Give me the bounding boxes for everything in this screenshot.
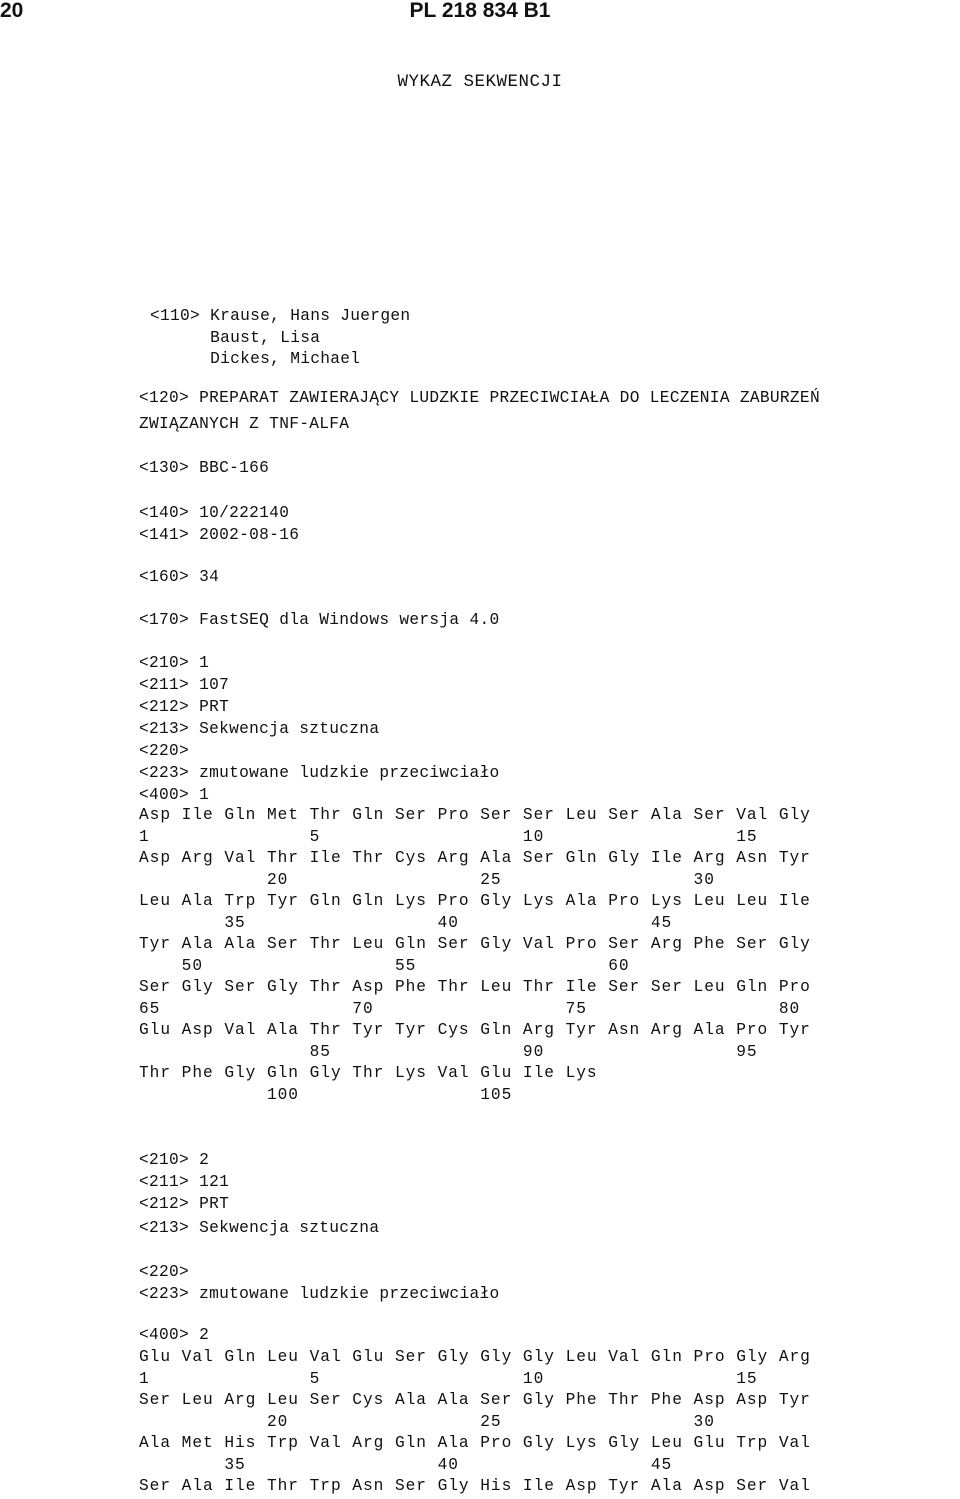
listing-line: ZWIĄZANYCH Z TNF-ALFA [139, 415, 350, 433]
listing-line: Glu Val Gln Leu Val Glu Ser Gly Gly Gly Leu Val Gln Pro Gly Arg [139, 1348, 811, 1366]
listing-line: <220> [139, 1263, 190, 1281]
listing-line: 85 90 95 [139, 1043, 758, 1061]
listing-line: Baust, Lisa [150, 329, 321, 347]
listing-line: <211> 121 [139, 1173, 230, 1191]
listing-line: <213> Sekwencja sztuczna [139, 1219, 380, 1237]
listing-line: Asp Arg Val Thr Ile Thr Cys Arg Ala Ser Gln Gly Ile Arg Asn Tyr [139, 849, 811, 867]
listing-line: Ser Gly Ser Gly Thr Asp Phe Thr Leu Thr Ile Ser Ser Leu Gln Pro [139, 978, 811, 996]
listing-line: Leu Ala Trp Tyr Gln Gln Lys Pro Gly Lys Ala Pro Lys Leu Leu Ile [139, 892, 811, 910]
listing-line: <170> FastSEQ dla Windows wersja 4.0 [139, 611, 500, 629]
listing-line: Dickes, Michael [150, 350, 361, 368]
listing-line: Tyr Ala Ala Ser Thr Leu Gln Ser Gly Val Pro Ser Arg Phe Ser Gly [139, 935, 811, 953]
listing-line: <213> Sekwencja sztuczna [139, 720, 380, 738]
listing-line: <210> 1 [139, 654, 210, 672]
listing-line: <212> PRT [139, 698, 230, 716]
listing-line: 1 5 10 15 [139, 828, 758, 846]
page-number: 20 [0, 0, 24, 22]
listing-line: <210> 2 [139, 1151, 210, 1169]
listing-line: 35 40 45 [139, 914, 673, 932]
listing-line: 35 40 45 [139, 1456, 673, 1474]
document-title: WYKAZ SEKWENCJI [397, 72, 563, 92]
listing-line: <400> 1 [139, 786, 210, 804]
listing-line: Ser Leu Arg Leu Ser Cys Ala Ala Ser Gly Phe Thr Phe Asp Asp Tyr [139, 1391, 811, 1409]
listing-line: 20 25 30 [139, 1413, 715, 1431]
listing-line: Thr Phe Gly Gln Gly Thr Lys Val Glu Ile Lys [139, 1064, 598, 1082]
listing-line: <400> 2 [139, 1326, 210, 1344]
listing-line: <140> 10/222140 [139, 504, 290, 522]
listing-line: 100 105 [139, 1086, 513, 1104]
listing-line: <110> Krause, Hans Juergen [150, 307, 411, 325]
publication-number: PL 218 834 B1 [409, 0, 551, 22]
listing-line: Asp Ile Gln Met Thr Gln Ser Pro Ser Ser Leu Ser Ala Ser Val Gly [139, 806, 811, 824]
listing-line: <211> 107 [139, 676, 230, 694]
listing-line: 20 25 30 [139, 871, 715, 889]
listing-line: <160> 34 [139, 568, 220, 586]
listing-line: <120> PREPARAT ZAWIERAJĄCY LUDZKIE PRZECIWCIAŁA DO LECZENIA ZABURZEŃ [139, 389, 820, 407]
listing-line: <141> 2002-08-16 [139, 526, 300, 544]
listing-line: Ser Ala Ile Thr Trp Asn Ser Gly His Ile Asp Tyr Ala Asp Ser Val [139, 1477, 811, 1495]
listing-line: 1 5 10 15 [139, 1370, 758, 1388]
listing-line: <212> PRT [139, 1195, 230, 1213]
listing-line: <220> [139, 742, 190, 760]
listing-line: <223> zmutowane ludzkie przeciwciało [139, 1285, 500, 1303]
listing-line: Glu Asp Val Ala Thr Tyr Tyr Cys Gln Arg Tyr Asn Arg Ala Pro Tyr [139, 1021, 811, 1039]
listing-line: 50 55 60 [139, 957, 630, 975]
listing-line: Ala Met His Trp Val Arg Gln Ala Pro Gly Lys Gly Leu Glu Trp Val [139, 1434, 811, 1452]
listing-line: <223> zmutowane ludzkie przeciwciało [139, 764, 500, 782]
listing-line: 65 70 75 80 [139, 1000, 801, 1018]
listing-line: <130> BBC-166 [139, 459, 270, 477]
